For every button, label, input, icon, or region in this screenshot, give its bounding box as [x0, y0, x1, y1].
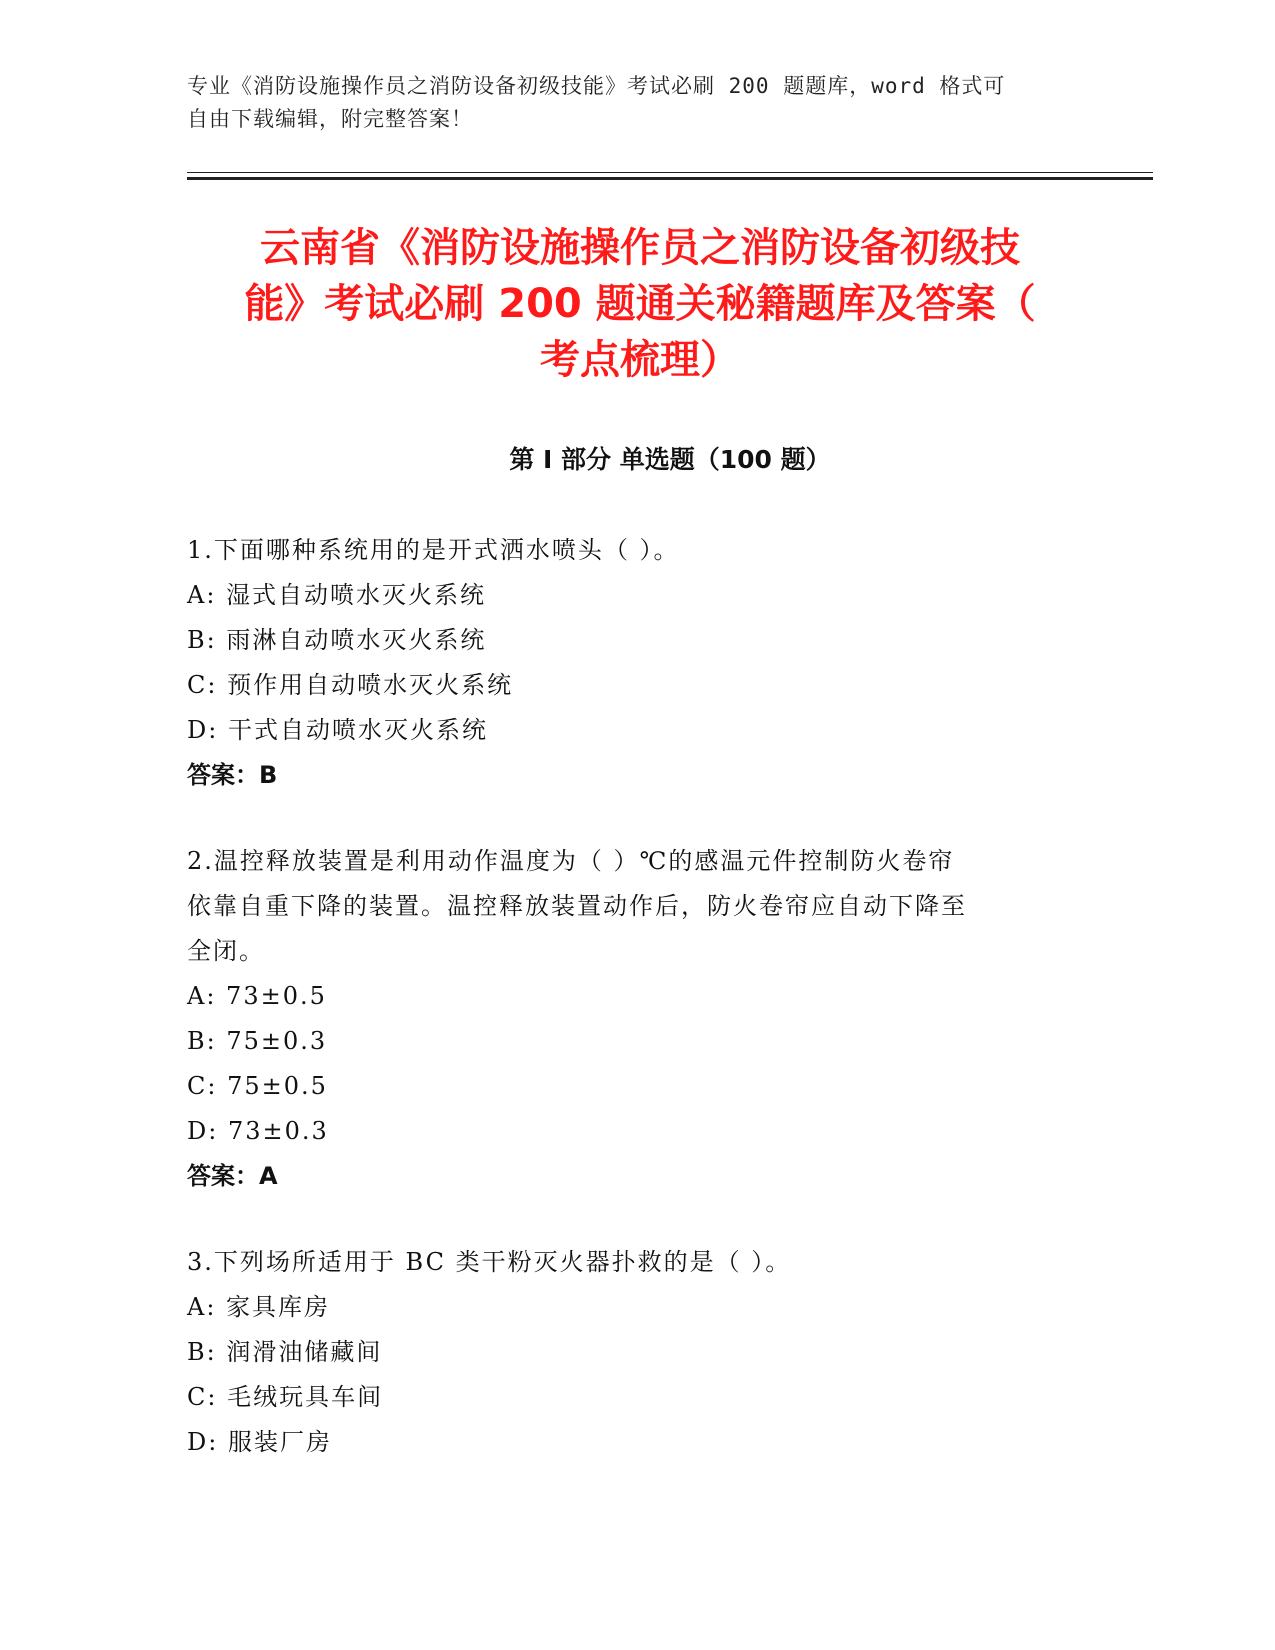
question-2-answer: 答案：A — [187, 1162, 278, 1190]
question-2 — [187, 839, 1067, 1199]
header-note — [187, 70, 1087, 136]
document-title-line-2: 能》考试必刷 200 题通关秘籍题库及答案（ — [244, 281, 1036, 327]
header-note-line-2: 自由下载编辑，附完整答案！ — [187, 107, 473, 131]
question-list — [187, 528, 1067, 1506]
header-rule-thin — [187, 172, 1153, 173]
question-2-text-line-1: 2.温控释放装置是利用动作温度为（ ）℃的感温元件控制防火卷帘 — [187, 847, 955, 875]
question-1-text: 1.下面哪种系统用的是开式洒水喷头（ ）。 — [187, 536, 680, 564]
question-3-option-b: B: 润滑油储藏间 — [187, 1338, 383, 1366]
section-heading: 第 I 部分 单选题（100 题） — [509, 445, 831, 474]
question-3-option-a: A: 家具库房 — [187, 1293, 331, 1321]
document-title — [180, 220, 1100, 388]
header-rule-thick — [187, 177, 1153, 180]
question-3-option-d: D: 服装厂房 — [187, 1428, 332, 1456]
question-2-text-line-2: 依靠自重下降的装置。温控释放装置动作后，防火卷帘应自动下降至 — [187, 892, 967, 920]
question-1-option-d: D: 干式自动喷水灭火系统 — [187, 716, 488, 744]
question-1-option-a: A: 湿式自动喷水灭火系统 — [187, 581, 487, 609]
document-title-line-1: 云南省《消防设施操作员之消防设备初级技 — [260, 225, 1020, 271]
question-3 — [187, 1240, 1067, 1465]
question-1-option-c: C: 预作用自动喷水灭火系统 — [187, 671, 514, 699]
question-2-option-a: A: 73±0.5 — [187, 982, 327, 1010]
question-1 — [187, 528, 1067, 798]
document-title-line-3: 考点梳理） — [540, 337, 740, 383]
question-2-option-d: D: 73±0.3 — [187, 1117, 329, 1145]
header-note-line-1: 专业《消防设施操作员之消防设备初级技能》考试必刷 200 题题库，word 格式可 — [187, 74, 1006, 98]
question-2-option-c: C: 75±0.5 — [187, 1072, 328, 1100]
question-1-answer: 答案：B — [187, 761, 278, 789]
question-2-option-b: B: 75±0.3 — [187, 1027, 328, 1055]
question-3-option-c: C: 毛绒玩具车间 — [187, 1383, 384, 1411]
question-2-text-line-3: 全闭。 — [187, 937, 265, 965]
question-1-option-b: B: 雨淋自动喷水灭火系统 — [187, 626, 487, 654]
question-3-text: 3.下列场所适用于 BC 类干粉灭火器扑救的是（ ）。 — [187, 1248, 792, 1276]
